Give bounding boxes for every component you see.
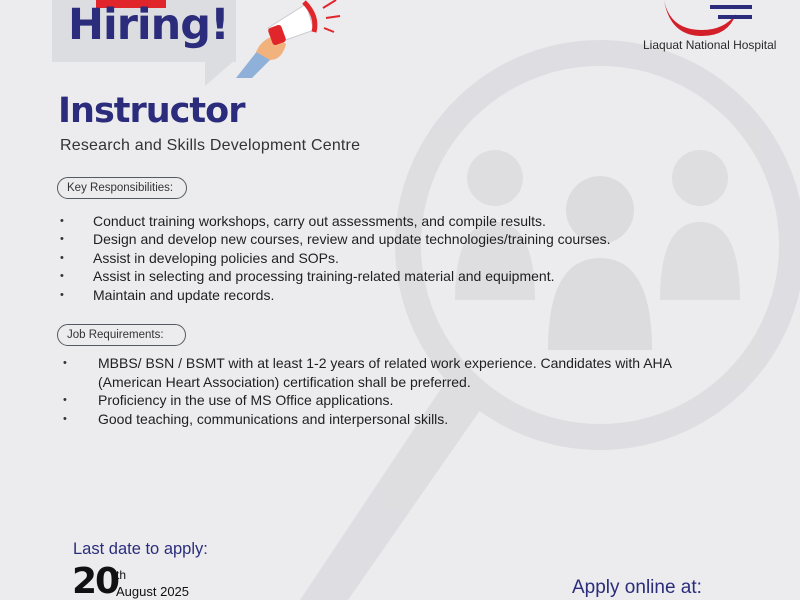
megaphone-icon (228, 0, 343, 78)
bullet-icon: • (63, 412, 67, 425)
list-item: • Design and develop new courses, review and update technologies/training courses. (60, 231, 611, 248)
organization-name: Liaquat National Hospital (643, 38, 777, 52)
deadline-day: 20 (72, 561, 119, 600)
list-item: • Good teaching, communications and interpersonal skills. (63, 410, 449, 427)
bullet-icon: • (60, 215, 64, 227)
last-date-label: Last date to apply: (73, 540, 208, 558)
requirements-label: Job Requirements: (57, 324, 186, 346)
responsibilities-label: Key Responsibilities: (57, 177, 187, 199)
requirements-list (63, 354, 698, 428)
department-name: Research and Skills Development Centre (60, 137, 361, 154)
list-item: • MBBS/ BSN / BSMT with at least 1-2 years of related work experience. Candidates with AHA (American Heart Association) certification shall be preferred. (63, 355, 672, 390)
list-item: • Assist in selecting and processing training-related material and equipment. (60, 268, 555, 285)
bullet-icon: • (63, 394, 67, 407)
bullet-icon: • (63, 357, 67, 369)
bullet-icon: • (60, 251, 64, 264)
responsibilities-list (60, 212, 713, 304)
deadline-month-year: August 2025 (116, 584, 190, 599)
job-title: Instructor (58, 91, 245, 131)
deadline-suffix: th (116, 568, 127, 582)
hiring-heading: Hiring! (68, 0, 229, 50)
list-item: • Assist in developing policies and SOPs. (60, 249, 339, 266)
list-item: • Maintain and update records. (60, 286, 275, 303)
list-item: • Proficiency in the use of MS Office applications. (63, 392, 394, 409)
bullet-icon: • (60, 288, 64, 301)
apply-online-label: Apply online at: (572, 577, 702, 598)
bullet-icon: • (60, 233, 64, 246)
list-item: • Conduct training workshops, carry out assessments, and compile results. (60, 213, 546, 229)
bullet-icon: • (60, 270, 64, 283)
